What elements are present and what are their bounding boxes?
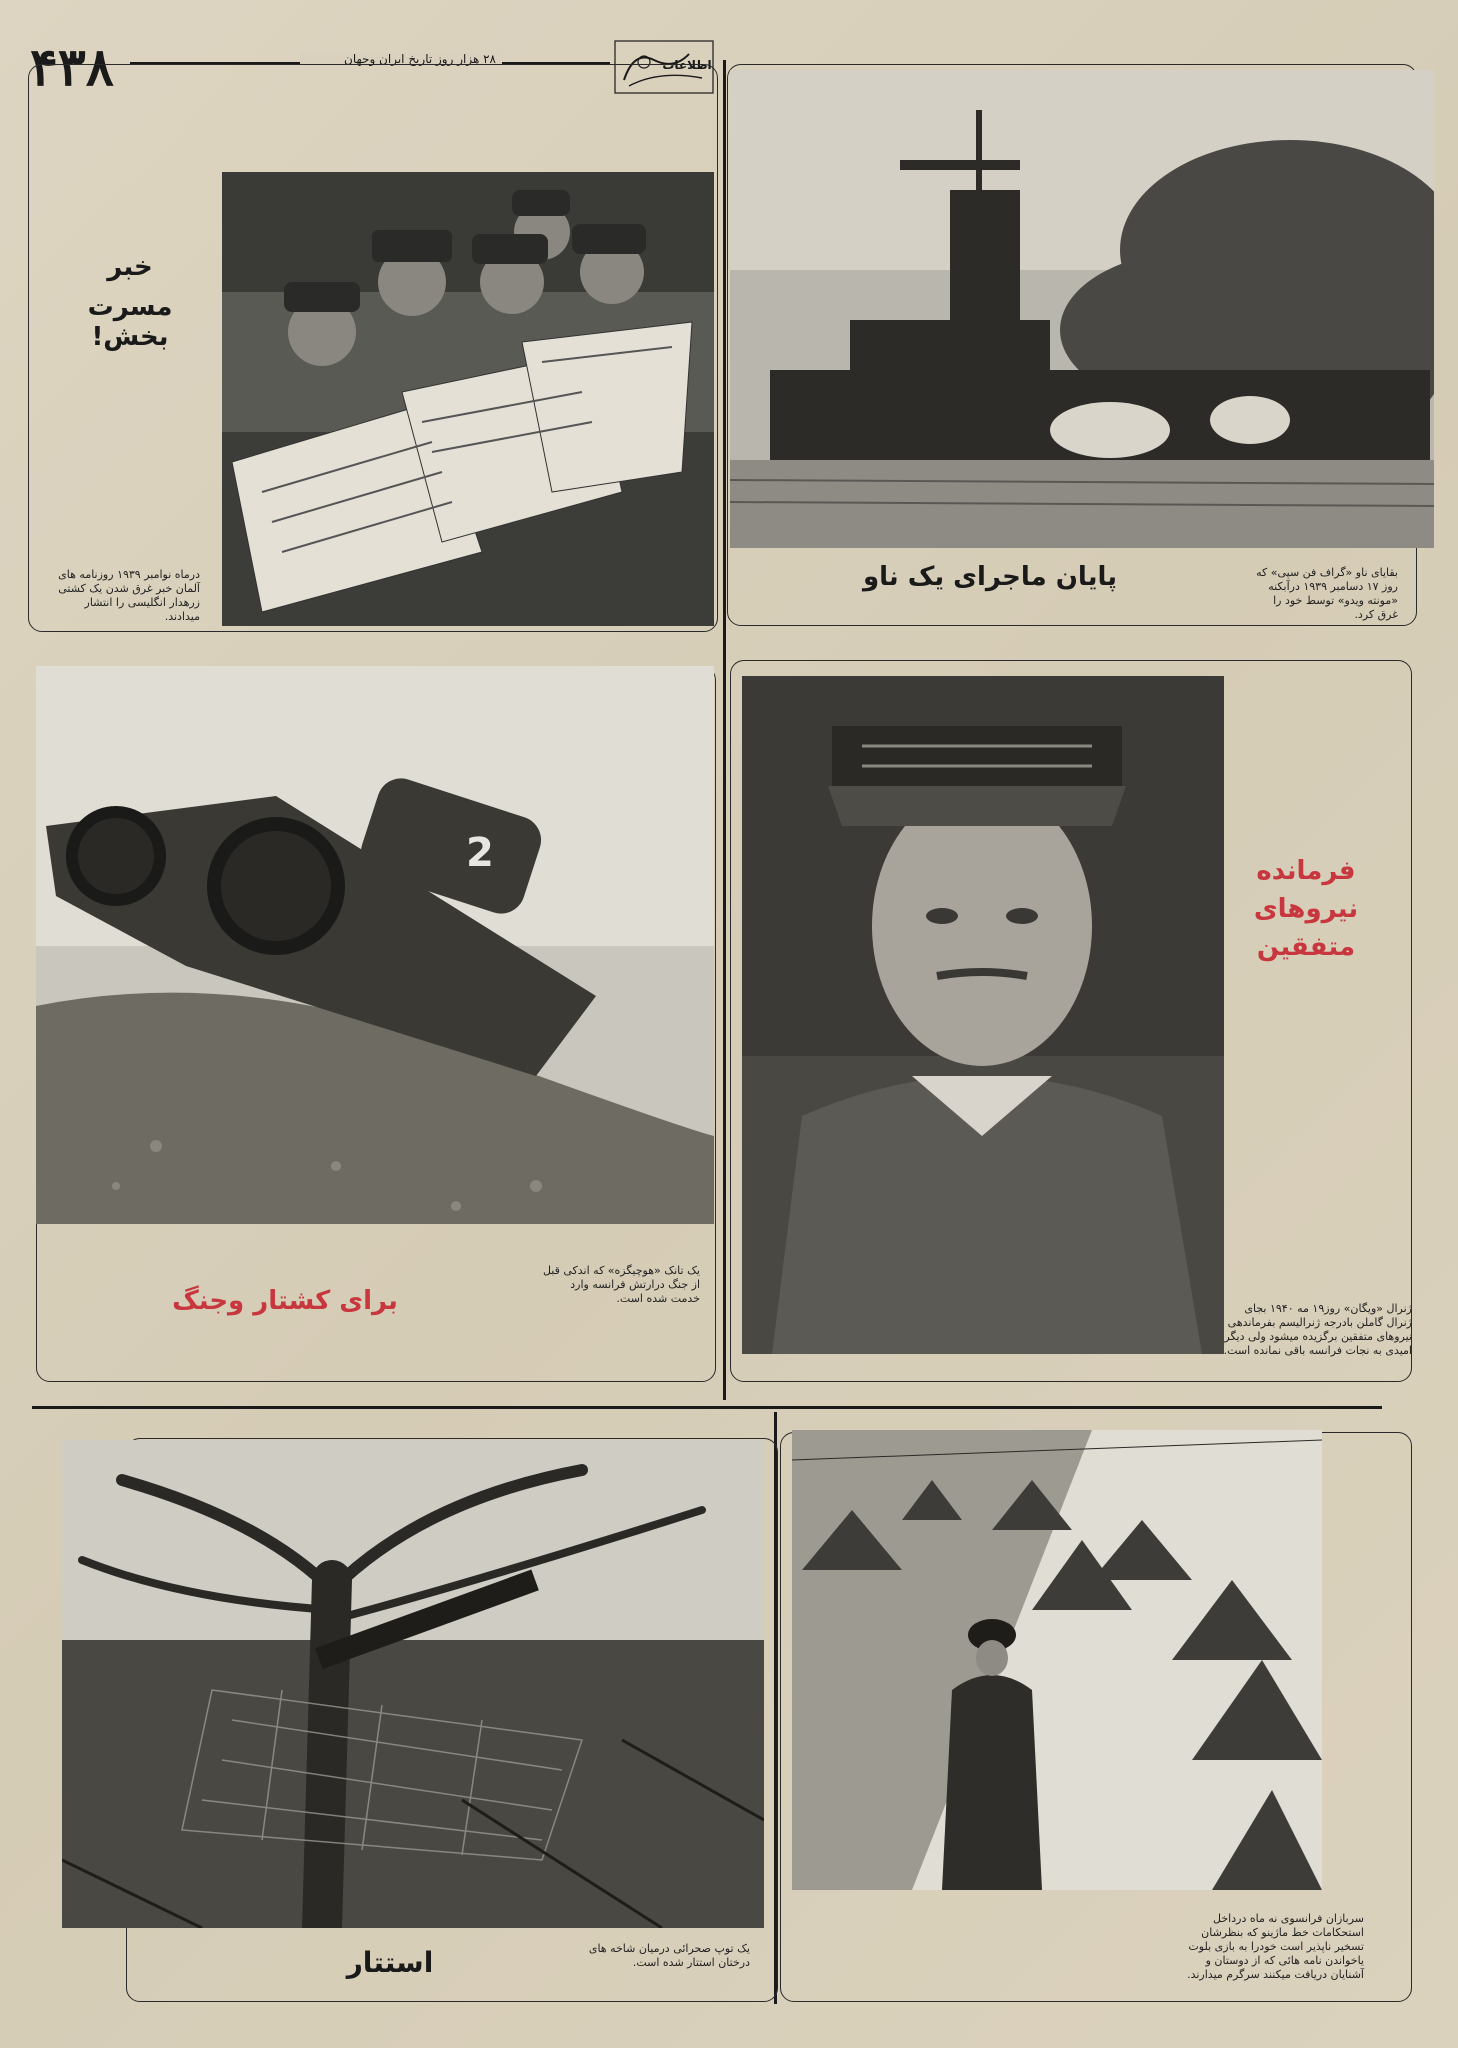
general-headline-line2: نیروهای bbox=[1253, 894, 1359, 924]
ship-caption: بقایای ناو «گراف فن سپی» که روز ۱۷ دسامبر ۱۹۳۹ درآبکنه «مونته ویدو» توسط خود را غرق کرد. bbox=[1256, 566, 1398, 621]
page-number: ۴۳۸ bbox=[30, 37, 114, 98]
soldiers-newspaper-photo bbox=[222, 172, 714, 626]
soldiers-headline-line1: خبر bbox=[107, 252, 153, 282]
column-rule-top bbox=[723, 60, 726, 1400]
soldiers-caption: درماه نوامبر ۱۹۳۹ روزنامه های آلمان خبر غرق شدن یک کشتی زرهدار انگلیسی را انتشار میدادند. bbox=[58, 568, 200, 623]
artillery-headline: استتار bbox=[346, 1946, 434, 1979]
general-caption: ژنرال «ویگان» روز۱۹ مه ۱۹۴۰ بجای ژنرال گاملن بادرجه ژنرالیسم بفرماندهی نیروهای متفقین برگزیده میشود ولی دیگر امیدی به نجات فرانسه باقی نمانده است. bbox=[1223, 1302, 1412, 1357]
tank-photo bbox=[36, 666, 714, 1224]
horizontal-rule-middle bbox=[32, 1406, 1382, 1409]
soldiers-headline-line2: مسرت بخش! bbox=[87, 292, 173, 352]
burning-ship-photo bbox=[730, 70, 1434, 548]
svg-text:2: 2 bbox=[466, 830, 494, 876]
maginot-soldier-photo bbox=[792, 1430, 1322, 1890]
masthead-logo-text: اطلاعات bbox=[662, 58, 712, 72]
artillery-caption: یک توپ صحرائی درمیان شاخه های درختان استتار شده است. bbox=[588, 1942, 750, 1969]
ship-headline: پایان ماجرای یک ناو bbox=[863, 562, 1117, 592]
general-headline-line1: فرمانده bbox=[1256, 856, 1356, 886]
camouflaged-gun-photo bbox=[62, 1440, 764, 1928]
general-headline-line3: متفقین bbox=[1256, 932, 1356, 962]
general-portrait bbox=[742, 676, 1224, 1354]
tank-caption: یک تانک «هوچیگزه» که اندکی قبل از جنگ درارتش فرانسه وارد خدمت شده است. bbox=[542, 1264, 700, 1305]
maginot-caption: سربازان فرانسوی نه ماه درداخل استحکامات خط ماژینو که بنظرشان تسخیر ناپذیر است خودرا به بازی بلوت یاخواندن نامه هائی که از دوستان و آشنایان دریافت میکنند سرگرم میدارند. bbox=[1187, 1912, 1364, 1981]
tank-headline: برای کشتار وجنگ bbox=[172, 1286, 398, 1316]
running-title: ۲۸ هزار روز تاریخ ایران وجهان bbox=[300, 52, 502, 66]
